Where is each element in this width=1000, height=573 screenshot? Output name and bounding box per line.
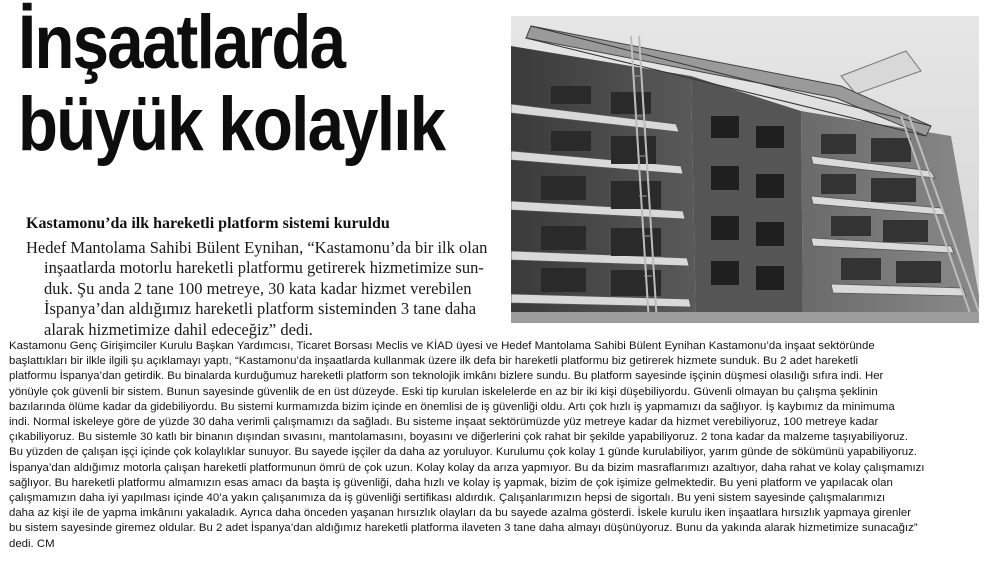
lead-paragraph (26, 238, 500, 340)
body-line: başlattıkları bir ilkle ilgili şu açıklamayı yaptı, “Kastamonu’da inşaatlarda kullanmak üzere ilk defa bir hareketli platformu biz getirerek hizmete sunduk. Bu 2 adet hareketli (9, 355, 859, 368)
body-line: daha az kişi ile de yapma imkânını yakaladık. Ayrıca daha önceden yaşanan hırsızlık olayları da bu sayede azalma gösterdi. İskele kurulu iken inşaatlara hırsızlık yapmaya girenler (9, 507, 912, 520)
body-line: yönüyle çok güvenli bir sistem. Bunun sayesinde güvenlik de en üst düzeyde. Eski tip kurulan iskelelerde en az bir iki kişi düşebiliyordu. Güvenli olmayan bu çalışma şeklinin (9, 385, 878, 398)
lead-line: duk. Şu anda 2 tane 100 metreye, 30 kata kadar hizmet verebilen (44, 278, 472, 298)
lead-line: İspanya’dan aldığımız hareketli platform sisteminden 3 tane daha (44, 299, 477, 319)
body-line: platformu İspanya’dan getirdik. Bu binalarda kurduğumuz hareketli platform son teknolojik imkânı bizlere sundu. Bu platform sayesinde işçinin düşmesi olasılığı sıfıra indi. Her (9, 370, 884, 383)
body-line: İspanya’dan aldığımız motorla çalışan hareketli platformunun ömrü de çok uzun. Kolay kolay da arıza yapmıyor. Bu da bizim masraflarımızı azaltıyor, daha rahat ve kolay çalışmamızı (9, 461, 925, 474)
body-line: sağlıyor. Bu hareketli platformu almamızın esas amacı da başta iş güvenliği, daha hızlı ve kolay iş yapmak, bizim de çok işimize gelmektedir. Bu yeni platform ve yapılacak olan (9, 476, 893, 489)
body-line: çalışmamızın daha iyi yapılması içinde 40’a yakın çalışanımıza da iş güvenliği sertifikası aldırdık. Çalışanlarımızın hepsi de sigortalı. Bu yeni sistem sayesinde çalışmalarımızı (9, 492, 886, 505)
lead-line: inşaatlarda motorlu hareketli platformu getirerek hizmetimize sun- (44, 258, 484, 278)
building-photo (511, 16, 979, 323)
article-body (9, 339, 994, 552)
headline (18, 0, 445, 167)
lead-line: alarak hizmetimize dahil edeceğiz” dedi. (44, 319, 313, 339)
headline-line-2: büyük kolaylık (18, 82, 445, 167)
subheading: Kastamonu’da ilk hareketli platform sistemi kuruldu (26, 215, 390, 232)
lead-line: Hedef Mantolama Sahibi Bülent Eynihan, “Kastamonu’da bir ilk olan (26, 238, 488, 257)
headline-line-1: İnşaatlarda (18, 0, 345, 85)
body-line: Bu yüzden de çalışan işçi içinde çok kolaylıklar sunuyor. Bu sayede işçiler da daha az yoruluyor. Kurulumu çok kolay 1 günde kurulabiliyor, yarım günde de sökümünü yapabiliyoruz. (9, 446, 917, 459)
body-line: çıkabiliyoruz. Bu sistemle 30 katlı bir binanın dışından sıvasını, mantolamasını, boyasını ve diğerlerini çok rahat bir şekilde yapabiliyoruz. 2 tona kadar da malzeme taşıyabiliyoruz. (9, 431, 909, 444)
body-line: Kastamonu Genç Girişimciler Kurulu Başkan Yardımcısı, Ticaret Borsası Meclis ve KİAD üyesi ve Hedef Mantolama Sahibi Bülent Eynihan Kastamonu’da inşaat sektöründe (9, 340, 875, 352)
body-line: bazılarında ölüme kadar da gidebiliyordu. Bu sistemi kurmamızda bizim içinde en önemlisi de iş güvenliği oldu. Artı çok hızlı iş yapmamızı da sağlıyor. İş kaybımız da minimuma (9, 400, 895, 413)
body-line: bu sistem sayesinde giremez oldular. Bu 2 adet İspanya’dan aldığımız hareketli platforma ilaveten 3 tane daha almayı düşünüyoruz. Bunu da yakında alarak hizmetimize sunacağız” (9, 522, 918, 535)
body-line: indi. Normal iskeleye göre de yüzde 30 daha verimli çalışmamızı da sağladı. Bu sisteme inşaat sektörümüzde yüz metreye kadar da hizmet verebiliyoruz, 100 metreye kadar (9, 416, 879, 429)
body-line: dedi. CM (9, 537, 55, 550)
